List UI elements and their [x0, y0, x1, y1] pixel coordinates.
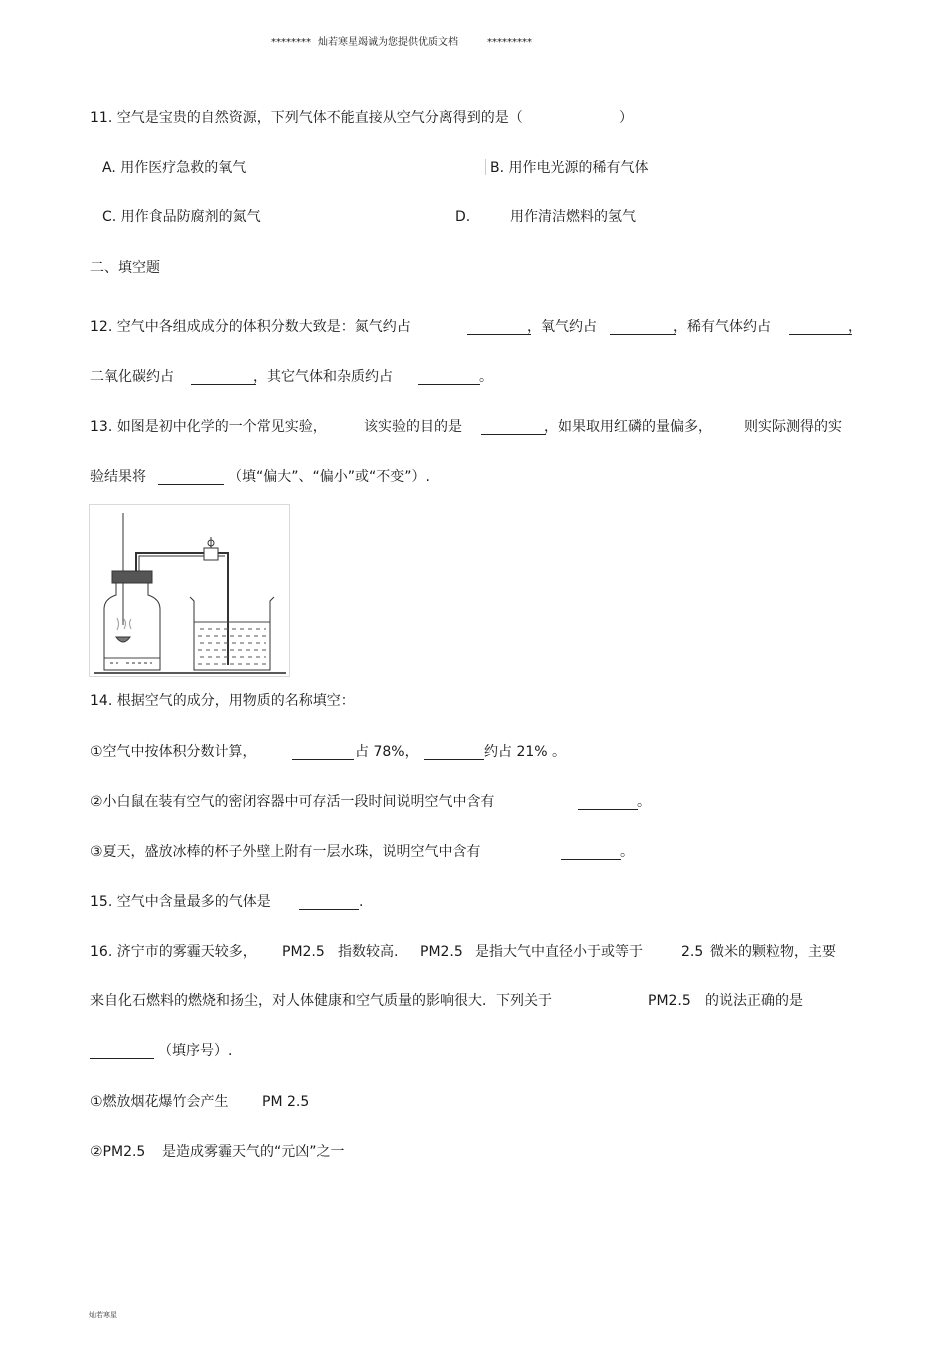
q12-blank-oxygen[interactable] — [610, 320, 676, 335]
q14-s1-c: 约占 21% 。 — [484, 744, 567, 760]
q13-line2-b: （填“偏大”、“偏小”或“不变”）. — [228, 469, 430, 485]
q16-item1-b: PM 2.5 — [262, 1094, 310, 1110]
q16-line2-c: 的说法正确的是 — [705, 993, 803, 1009]
header-stars-right: ********* — [487, 37, 532, 48]
q13-blank-purpose[interactable] — [481, 420, 546, 435]
smoke — [117, 618, 131, 630]
q14-s2: ②小白鼠在装有空气的密闭容器中可存活一段时间说明空气中含有 — [90, 794, 495, 810]
q12-line1-d: ， — [848, 319, 862, 335]
q16-line2-a: 来自化石燃料的燃烧和扬尘，对人体健康和空气质量的影响很大．下列关于 — [90, 993, 552, 1009]
header-title: 灿若寒星竭诚为您提供优质文档 — [318, 37, 458, 48]
q14-s3: ③夏天，盛放冰棒的杯子外壁上附有一层水珠，说明空气中含有 — [90, 844, 481, 860]
q13-line1-c: ，如果取用红磷的量偏多， — [544, 419, 712, 435]
q16-line1-d: PM2.5 — [420, 944, 463, 960]
q14-s3-end: 。 — [620, 844, 634, 860]
footer-text: 灿若寒星 — [89, 1311, 117, 1319]
q14-blank-1[interactable] — [292, 745, 354, 760]
q14-stem: 14. 根据空气的成分，用物质的名称填空： — [90, 693, 355, 709]
q13-line1-a: 13. 如图是初中化学的一个常见实验， — [90, 419, 327, 435]
q13-line1-b: 该实验的目的是 — [364, 419, 462, 435]
q14-s2-end: 。 — [637, 794, 651, 810]
q13-line2-a: 验结果将 — [90, 469, 146, 485]
q11-option-c: C. 用作食品防腐剂的氮气 — [102, 209, 261, 225]
q14-blank-2[interactable] — [424, 745, 484, 760]
q16-line1-f: 2.5 — [681, 944, 704, 960]
q11-option-b: B. 用作电光源的稀有气体 — [490, 160, 649, 176]
q16-line1-e: 是指大气中直径小于或等于 — [475, 944, 643, 960]
q13-blank-result[interactable] — [158, 470, 224, 485]
q11-stem: 11. 空气是宝贵的自然资源，下列气体不能直接从空气分离得到的是（ — [90, 110, 523, 126]
q16-item1-a: ①燃放烟花爆竹会产生 — [90, 1094, 229, 1110]
glass-tube — [136, 553, 228, 665]
apparatus-diagram — [90, 505, 289, 676]
q12-line2-c: 。 — [479, 369, 493, 385]
q12-blank-co2[interactable] — [191, 370, 256, 385]
q11-option-d-text: 用作清洁燃料的氢气 — [510, 209, 636, 225]
q16-line3: （填序号）. — [158, 1043, 233, 1059]
q16-item2-b: 是造成雾霾天气的“元凶”之一 — [162, 1144, 345, 1160]
q12-blank-others[interactable] — [418, 370, 480, 385]
q12-blank-nitrogen[interactable] — [467, 320, 531, 335]
rubber-stopper — [112, 571, 152, 583]
gas-bottle — [104, 583, 160, 670]
q12-line1-c: ，稀有气体约占 — [673, 319, 771, 335]
q12-line1-a: 12. 空气中各组成成分的体积分数大致是：氮气约占 — [90, 319, 411, 335]
spring-clamp — [204, 548, 218, 560]
q16-blank[interactable] — [90, 1044, 154, 1059]
q14-s1-a: ①空气中按体积分数计算， — [90, 744, 257, 760]
q11-option-d-letter: D. — [455, 209, 471, 225]
q12-blank-noble-gas[interactable] — [789, 320, 852, 335]
section-title: 二、填空题 — [90, 260, 160, 276]
q15-end: . — [359, 894, 364, 910]
q15-stem: 15. 空气中含量最多的气体是 — [90, 894, 271, 910]
q16-line1-b: PM2.5 — [282, 944, 325, 960]
q15-blank[interactable] — [299, 895, 359, 910]
q12-line2-a: 二氧化碳约占 — [90, 369, 174, 385]
q11-option-divider — [485, 159, 487, 175]
q12-line1-b: ，氧气约占 — [527, 319, 597, 335]
q16-line1-a: 16. 济宁市的雾霾天较多， — [90, 944, 257, 960]
experiment-figure — [89, 504, 290, 677]
beaker — [190, 597, 274, 670]
header-stars-left: ******** — [271, 37, 311, 48]
q11-option-a: A. 用作医疗急救的氧气 — [102, 160, 247, 176]
q16-line1-c: 指数较高. — [338, 944, 399, 960]
q14-blank-3[interactable] — [578, 795, 638, 810]
combustion-spoon — [116, 637, 130, 642]
q14-blank-4[interactable] — [561, 845, 621, 860]
q16-line1-g: 微米的颗粒物，主要 — [710, 944, 836, 960]
q14-s1-b: 占 78%， — [355, 744, 419, 760]
q11-close: ） — [619, 110, 633, 126]
q13-line1-d: 则实际测得的实 — [744, 419, 842, 435]
q16-line2-b: PM2.5 — [648, 993, 691, 1009]
q16-item2-a: ②PM2.5 — [90, 1144, 146, 1160]
q12-line2-b: ，其它气体和杂质约占 — [253, 369, 393, 385]
